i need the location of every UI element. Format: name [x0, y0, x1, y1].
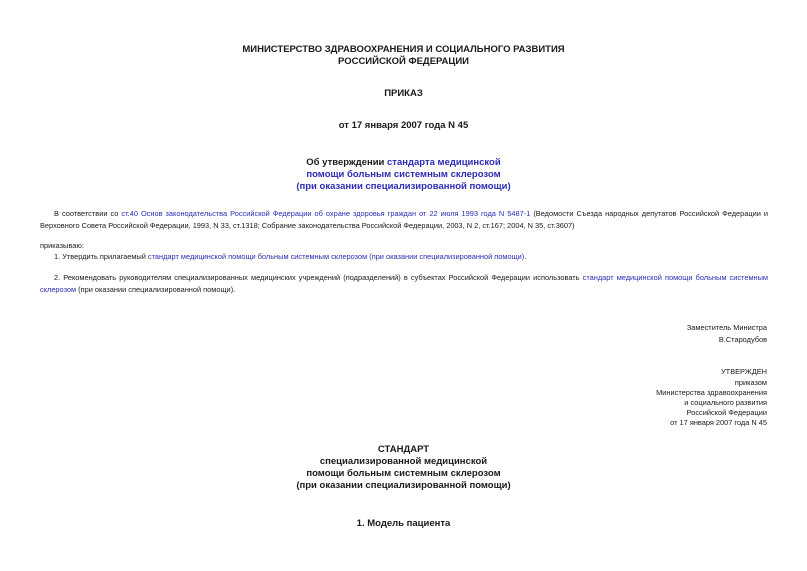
- approved-line2: приказом: [734, 378, 767, 387]
- standard-line2: специализированной медицинской: [319, 456, 488, 467]
- item2-standard-link[interactable]: стандарт медицинской помощи больным системным склерозом: [40, 273, 769, 294]
- standard-line4: (при оказании специализированной помощи): [296, 480, 511, 491]
- preamble-text-after: (Ведомости Съезда народных депутатов Российской Федерации и Верховного Совета Российской Федерации, 1993, N 33, ст.1318; Собрание законодательства Российской Федерации, 2003, N 2, ст.167; 2004, N 35, ст.3607): [40, 209, 768, 230]
- item1-paragraph: [40, 251, 768, 263]
- item1-text-before: 1. Утвердить прилагаемый: [54, 252, 148, 261]
- signature-position: Заместитель Министра: [686, 323, 767, 332]
- subject-line3[interactable]: (при оказании специализированной помощи): [296, 181, 511, 192]
- approved-line6: от 17 января 2007 года N 45: [670, 418, 767, 427]
- approved-line5: Российской Федерации: [686, 408, 767, 417]
- ministry-title-line2: РОССИЙСКОЙ ФЕДЕРАЦИИ: [337, 56, 469, 67]
- section-heading-patient-model: 1. Модель пациента: [356, 518, 451, 529]
- preamble-paragraph: [40, 208, 768, 231]
- item2-text-after: (при оказании специализированной помощи).: [76, 284, 236, 294]
- item2-text-before: 2. Рекомендовать руководителям специализированных медицинских учреждений (подразделений) в субъектах Российской Федерации использовать: [54, 273, 583, 282]
- subject-standard-link[interactable]: стандарта медицинской: [387, 157, 501, 168]
- item2-paragraph: [40, 272, 768, 295]
- subject-line1: [0, 157, 807, 169]
- law-article-link[interactable]: ст.40 Основ законодательства Российской Федерации об охране здоровья граждан от 22 июля 1993 года N 5487-1: [121, 209, 531, 218]
- preamble-text-before: В соответствии со: [54, 209, 122, 218]
- doc-type: ПРИКАЗ: [384, 88, 423, 99]
- subject-prefix: Об утверждении: [306, 157, 388, 168]
- signature-name: В.Стародубов: [718, 335, 767, 344]
- doc-date-number: от 17 января 2007 года N 45: [338, 120, 469, 131]
- ministry-title-line1: МИНИСТЕРСТВО ЗДРАВООХРАНЕНИЯ И СОЦИАЛЬНОГО РАЗВИТИЯ: [242, 44, 565, 55]
- approved-line1: УТВЕРЖДЕН: [720, 367, 767, 376]
- approved-line4: и социального развития: [684, 398, 767, 407]
- subject-line2[interactable]: помощи больным системным склерозом: [306, 169, 501, 180]
- item1-text-after: .: [524, 252, 527, 261]
- item1-standard-link[interactable]: стандарт медицинской помощи больным системным склерозом (при оказании специализированной помощи): [147, 252, 525, 261]
- standard-line3: помощи больным системным склерозом: [306, 468, 501, 479]
- standard-title: СТАНДАРТ: [377, 444, 430, 455]
- approved-line3: Министерства здравоохранения: [656, 388, 767, 397]
- order-word: приказываю:: [40, 241, 84, 250]
